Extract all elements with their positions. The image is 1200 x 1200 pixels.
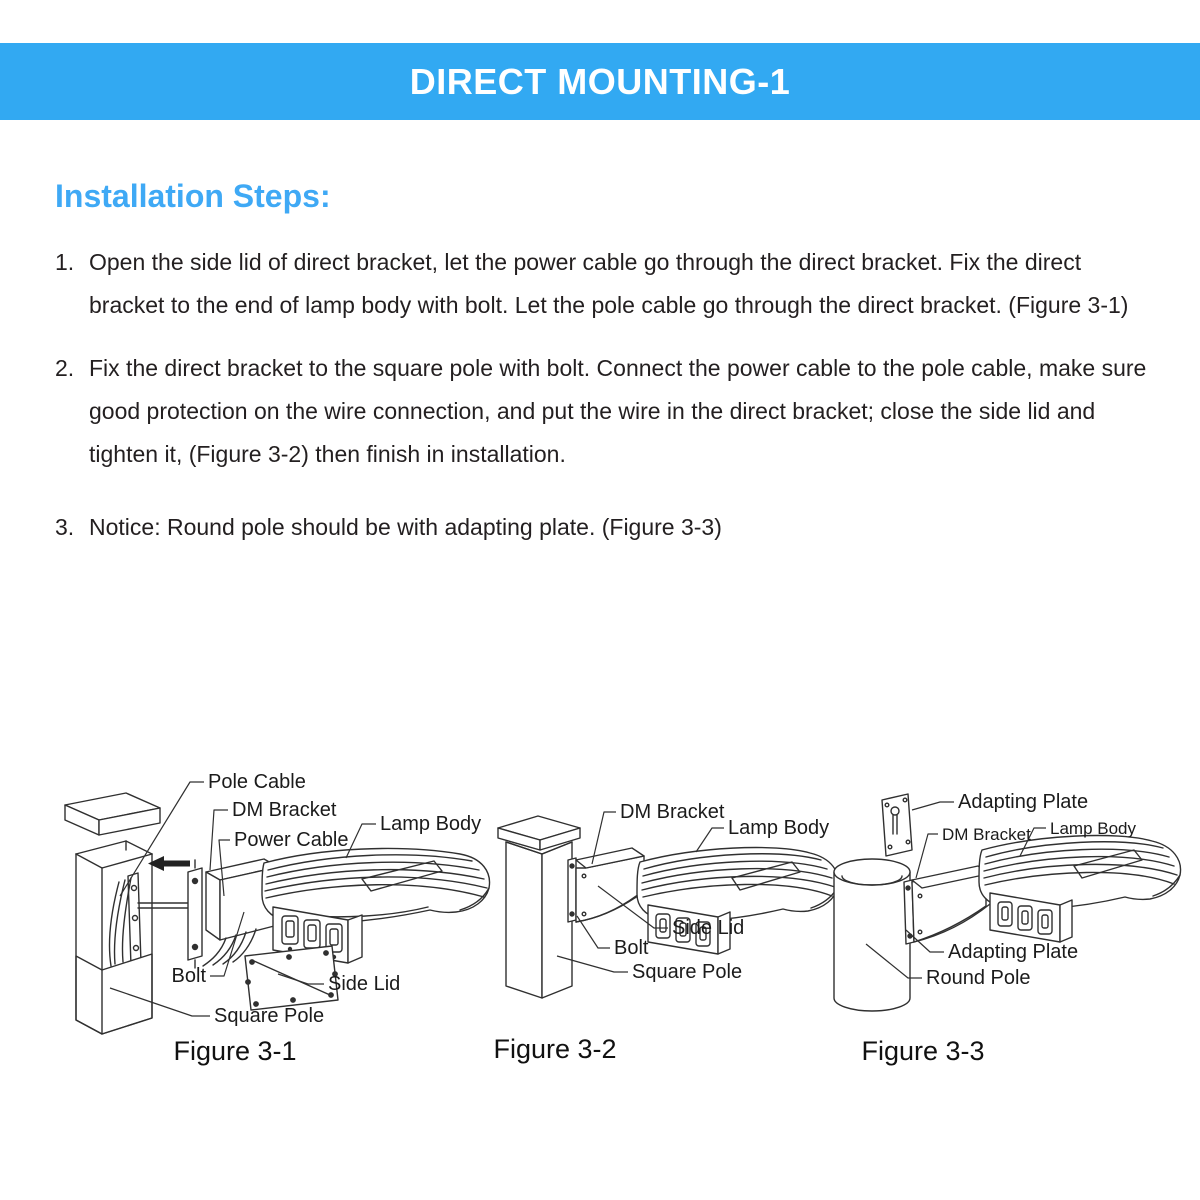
installation-steps [55,241,1155,569]
label-round-pole: Round Pole [926,967,1031,989]
pole-cap-drawing [65,793,160,835]
label-adapting-plate: Adapting Plate [948,941,1079,963]
label-lamp-body: Lamp Body [728,817,830,839]
label-bolt: Bolt [614,937,649,959]
page-title: DIRECT MOUNTING-1 [409,60,791,102]
dm-bracket-drawing [904,866,990,944]
label-side-lid: Side Lid [672,917,745,939]
figure-3-2-illustration [480,790,860,1080]
figure-3-3-illustration [820,770,1200,1080]
label-power-cable: Power Cable [234,829,349,851]
section-heading: Installation Steps: [55,178,331,214]
label-dm-bracket: DM Bracket [942,825,1031,844]
header-bar [0,43,1200,120]
label-lamp-body: Lamp Body [380,813,482,835]
step-1 [55,241,1155,327]
label-dm-bracket: DM Bracket [232,799,337,821]
label-lamp-body: Lamp Body [1050,819,1136,838]
label-side-lid: Side Lid [328,973,401,995]
figure-caption: Figure 3-2 [493,1034,617,1064]
step-text: Open the side lid of direct bracket, let the power cable go through the direct bracket. Fix the direct bracket to the end of lamp body with bolt. Let the pole cable go through the direct bracket. (Figure 3-1) [89,249,1129,318]
figure-caption: Figure 3-1 [173,1036,297,1066]
lamp-body-drawing [979,835,1181,942]
step-2 [55,347,1155,476]
mounting-plate-drawing [188,860,202,968]
step-number: 3. [55,514,75,540]
arrow-icon [148,856,190,871]
step-number: 2. [55,355,75,381]
dm-bracket-drawing [568,848,646,922]
step-text: Fix the direct bracket to the square pole with bolt. Connect the power cable to the pole cable, make sure good protection on the wire connection, and put the wire in the direct bracket; close the side lid and tighten it, (Figure 3-2) then finish in installation. [89,355,1147,467]
label-bolt: Bolt [171,965,206,987]
label-pole-cable: Pole Cable [208,771,306,793]
pole-interior-drawing [109,873,190,966]
lamp-body-drawing [262,848,490,963]
figure-caption: Figure 3-3 [861,1036,985,1066]
round-pole-drawing [834,859,910,1011]
label-dm-bracket: DM Bracket [620,801,725,823]
figure-3-1-illustration [40,760,500,1080]
step-number: 1. [55,249,75,275]
label-square-pole: Square Pole [214,1005,325,1027]
step-3 [55,506,1155,549]
label-adapting-plate-top: Adapting Plate [958,791,1089,813]
adapting-plate-drawing [882,794,912,856]
step-text: Notice: Round pole should be with adapting plate. (Figure 3-3) [89,514,722,540]
label-square-pole: Square Pole [632,961,743,983]
